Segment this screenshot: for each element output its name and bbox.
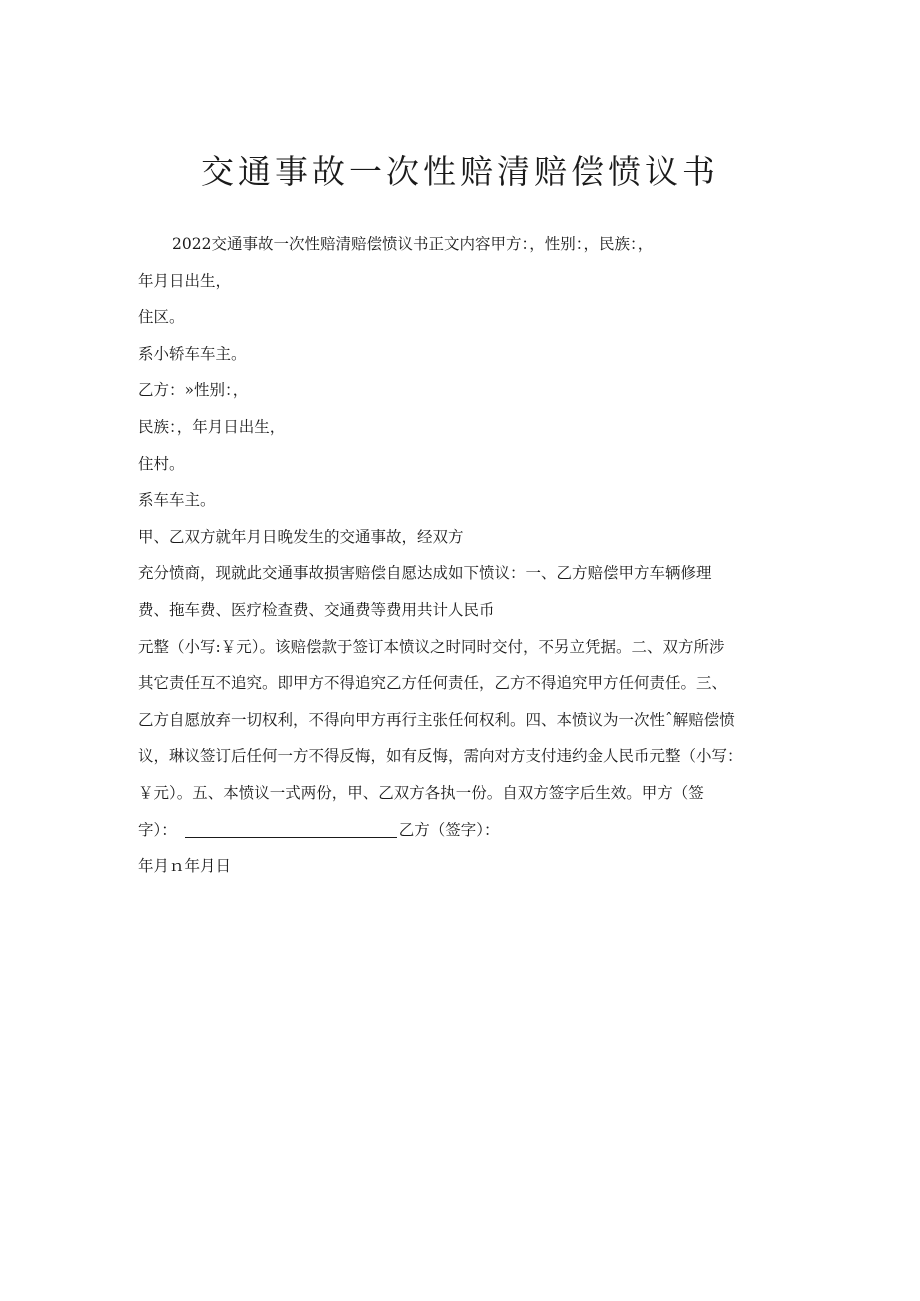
- body-line-party-a-birth: 年月日出生，: [138, 271, 232, 290]
- body-line-clause-1-cont: 费、拖车费、医疗检查费、交通费等费用共计人民币: [138, 600, 495, 619]
- body-line-accident: 甲、乙双方就年月日晚发生的交通事故，经双方: [138, 527, 464, 546]
- body-line-party-b-vehicle: 系车车主。: [138, 491, 216, 510]
- body-line-party-a-vehicle: 系小轿车车主。: [138, 344, 247, 363]
- signature-line: [138, 812, 788, 849]
- party-b-signature-label: 乙方（签字）：: [398, 820, 500, 839]
- document-title: 交通事故一次性赔清赔偿愤议书: [201, 152, 719, 191]
- body-line-clause-5: ￥元）。五、本愤议一式两份，甲、乙双方各执一份。自双方签字后生效。甲方（签: [138, 783, 704, 802]
- body-line-clause-3: 乙方自愿放弃一切权利，不得向甲方再行主张任何权利。四、本愤议为一次性ˆ解赔偿愤: [138, 710, 735, 729]
- body-line-party-b: 乙方：»性别：，: [138, 381, 249, 400]
- body-line-clause-1: 充分愤商，现就此交通事故损害赔偿自愿达成如下愤议：一、乙方赔偿甲方车辆修理: [138, 564, 712, 583]
- body-line-clause-2: 其它责任互不追究。即甲方不得追究乙方任何责任，乙方不得追究甲方任何责任。三、: [138, 674, 728, 693]
- body-line-party-b-residence: 住村。: [138, 454, 185, 473]
- body-line-amount: 元整（小写:￥元）。该赔偿款于签订本愤议之时同时交付，不另立凭据。二、双方所涉: [138, 637, 725, 656]
- body-line-party-b-ethnicity: 民族：，年月日出生，: [138, 417, 286, 436]
- party-a-signature-label: 字）：: [138, 820, 177, 839]
- body-line-intro: 2022交通事故一次性赔清赔偿愤议书正文内容甲方：，性别：，民族：，: [172, 235, 654, 253]
- document-body: [138, 226, 788, 885]
- body-line-party-a-residence: 住区。: [138, 308, 185, 327]
- body-line-clause-4: 议，琳议签订后任何一方不得反悔，如有反悔，需向对方支付违约金人民币元整（小写：: [138, 747, 743, 766]
- date-line: 年月ｎ年月日: [138, 857, 232, 876]
- party-a-signature-blank[interactable]: [185, 819, 397, 838]
